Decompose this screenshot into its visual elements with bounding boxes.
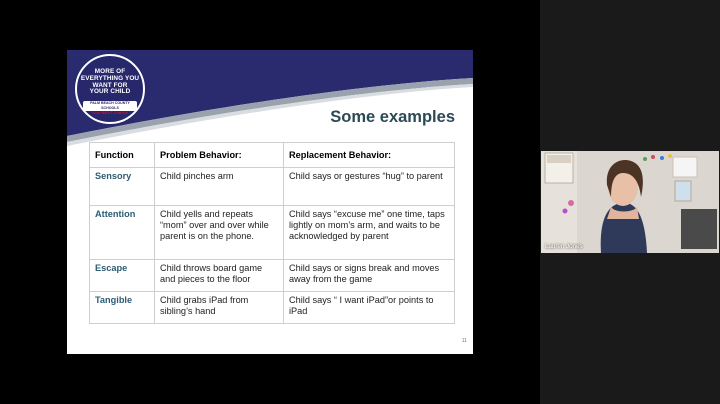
logo-line: EVERYTHING YOU: [80, 74, 140, 82]
slide-number: 11: [461, 338, 467, 344]
replacement-cell: Child says or signs break and moves away from the game: [284, 260, 455, 292]
logo-district-name: PALM BEACH COUNTY SCHOOLS: [90, 101, 130, 110]
problem-cell: Child grabs iPad from sibling’s hand: [155, 292, 284, 324]
table-row: [90, 206, 455, 260]
table-row: [90, 260, 455, 292]
function-cell: Tangible: [90, 292, 155, 324]
replacement-cell: Child says “excuse me” one time, taps lightly on mom’s arm, and waits to be acknowledged by parent: [284, 206, 455, 260]
logo-line: YOUR CHILD: [89, 88, 131, 96]
function-cell: Escape: [90, 260, 155, 292]
table-row: [90, 292, 455, 324]
function-cell: Attention: [90, 206, 155, 260]
behavior-table: [89, 142, 455, 324]
replacement-cell: Child says “ I want iPad”or points to iPad: [284, 292, 455, 324]
problem-cell: Child throws board game and pieces to the floor: [155, 260, 284, 292]
school-district-logo: [75, 54, 145, 124]
function-cell: Sensory: [90, 168, 155, 206]
replacement-cell: Child says or gestures “hug” to parent: [284, 168, 455, 206]
problem-cell: Child yells and repeats “mom” over and over while parent is on the phone.: [155, 206, 284, 260]
logo-tagline: Your BEST Choice!: [91, 110, 129, 115]
participant-video-tile[interactable]: [541, 151, 719, 253]
shared-slide: [67, 50, 473, 354]
header-replacement-behavior: Replacement Behavior:: [284, 143, 455, 168]
logo-tag: [83, 101, 137, 115]
logo-line: WANT FOR: [92, 81, 128, 89]
logo-line: MORE OF: [94, 68, 126, 75]
table-row: [90, 168, 455, 206]
header-function: Function: [90, 143, 155, 168]
header-problem-behavior: Problem Behavior:: [155, 143, 284, 168]
slide-title: Some examples: [330, 108, 455, 126]
table-header-row: [90, 143, 455, 168]
video-feed-image: [541, 151, 719, 253]
problem-cell: Child pinches arm: [155, 168, 284, 206]
participant-name: Lauren Jones: [545, 243, 583, 250]
